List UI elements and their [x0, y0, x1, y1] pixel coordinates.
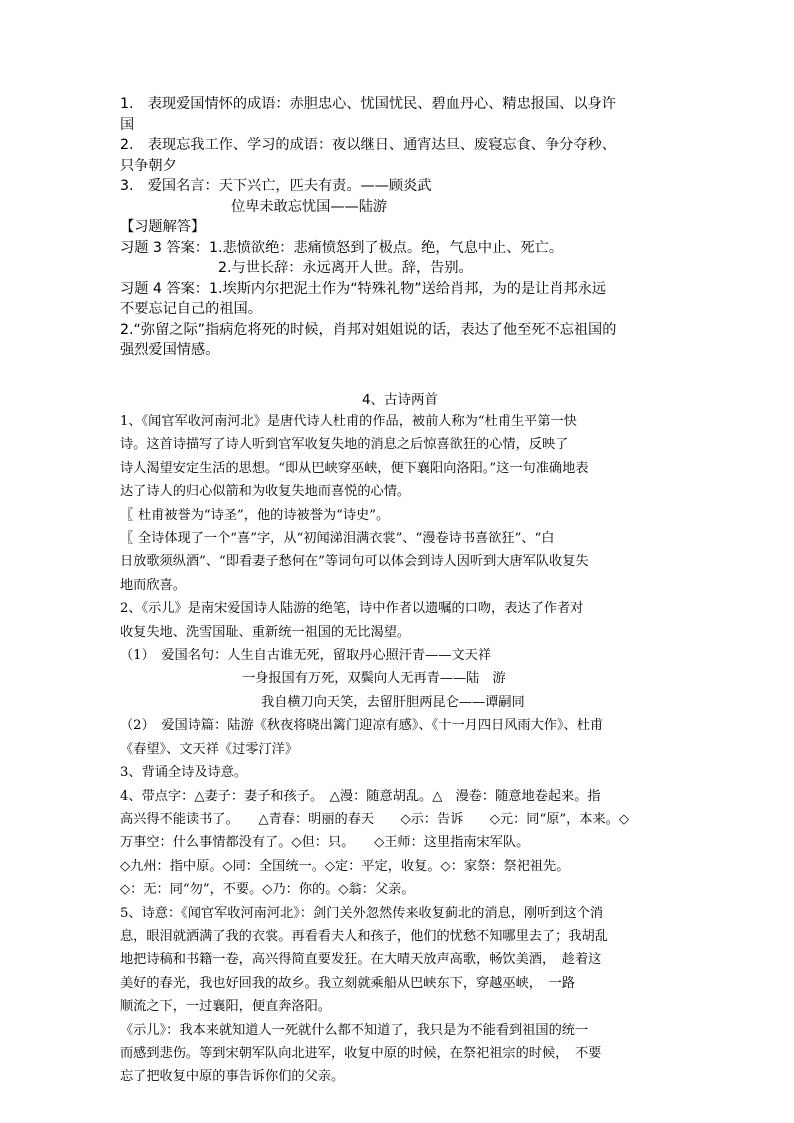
text-line: 《示儿》：我本来就知道人一死就什么都不知道了，我只是为不能看到祖国的统一	[120, 1022, 589, 1038]
bullet-line	[120, 504, 680, 527]
text-line: 《春望》、文天祥《过零汀洋》	[120, 741, 299, 757]
text-line: 位卑未敢忘忧国——陆游	[231, 198, 388, 215]
text-line: 忘了把收复中原的事告诉你们的父亲。	[120, 1069, 345, 1085]
bullet-icon: 〖	[120, 507, 134, 523]
text-line: 2、《示儿》是南宋爱国诗人陆游的绝笔，诗中作者以遗嘱的口吻，表达了作者对	[120, 601, 584, 617]
text-line: 不要忘记自己的祖国。	[120, 301, 262, 317]
text-line: 习题 4 答案：1.埃斯内尔把泥土作为“特殊礼物”送给肖邦，为的是让肖邦永远	[120, 280, 607, 297]
text-line: 收复失地、洗雪国耻、重新统一祖国的无比渴望。	[120, 624, 411, 640]
text-line: 习题 3 答案：1.悲愤欲绝：悲痛愤怒到了极点。绝，气息中止、死亡。	[120, 239, 564, 256]
exercise-heading: 【习题解答】	[120, 219, 206, 235]
section-title: 4、古诗两首	[361, 392, 439, 408]
bullet-line	[120, 527, 680, 550]
text-line: 诗。这首诗描写了诗人听到官军收复失地的消息之后惊喜欲狂的心情，反映了	[120, 437, 569, 453]
text-line: 5、诗意：《闻官军收河南河北》：剑门关外忽然传来收复蓟北的消息，刚听到这个消	[120, 905, 604, 921]
text-line: 美好的春光，我也好回我的故乡。我立刻就乘船从巴峡东下，穿越巫峡， 一路	[120, 975, 575, 991]
text-span: 杜甫被誉为“诗圣”，他的诗被誉为“诗史”。	[138, 507, 390, 523]
text-span: 全诗体现了一个“喜”字，从“初闻涕泪满衣裳”、“漫卷诗书喜欲狂”、“白	[138, 531, 555, 547]
text-line: 地把诗稿和书籍一卷，高兴得简直要发狂。在大晴天放声高歌，畅饮美酒， 趁着这	[120, 952, 602, 968]
text-line: 地而欣喜。	[120, 577, 186, 593]
text-line: 日放歌须纵酒”、“即看妻子愁何在”等词句可以体会到诗人因听到大唐军队收复失	[120, 554, 589, 570]
idioms-section	[120, 94, 680, 361]
text-line: 3、背诵全诗及诗意。	[120, 765, 248, 781]
text-line: 一身报国有万死，双鬓向人无再青——陆 游	[242, 671, 506, 687]
poems-section	[120, 410, 680, 1089]
text-line: （1） 爱国名句：人生自古谁无死，留取丹心照汗青——文天祥	[120, 648, 492, 664]
text-line: 达了诗人的归心似箭和为收复失地而喜悦的心情。	[120, 484, 411, 500]
text-line: 万事空：什么事情都没有了。◇但：只。 ◇王师：这里指南宋军队。	[120, 835, 530, 851]
text-line: ◇九州：指中原。◇同：全国统一。◇定：平定，收复。◇：家祭：祭祀祖先。	[120, 858, 570, 874]
text-line: 我自横刀向天笑，去留肝胆两昆仑——谭嗣同	[261, 694, 525, 710]
text-line: 高兴得不能读书了。 △青春：明丽的春天 ◇示：告诉 ◇元：同“原”，本来。◇	[120, 811, 630, 827]
text-line: （2） 爱国诗篇：陆游《秋夜将晓出篱门迎凉有感》、《十一月四日风雨大作》、杜甫	[120, 718, 604, 734]
text-line: 国	[120, 116, 135, 133]
text-line: 息，眼泪就洒满了我的衣裳。再看看夫人和孩子，他们的忧愁不知哪里去了；我胡乱	[120, 928, 608, 944]
text-line: 2.“弥留之际”指病危将死的时候，肖邦对姐姐说的话，表达了他至死不忘祖国的	[120, 321, 617, 338]
text-line: ◇：无：同“勿”，不要。◇乃：你的。◇翁：父亲。	[120, 882, 415, 898]
text-line: 4、带点字：△妻子：妻子和孩子。 △漫：随意胡乱。△ 漫卷：随意地卷起来。指	[120, 788, 601, 804]
text-line: 2.与世长辞：永远离开人世。辞，告别。	[218, 260, 473, 276]
text-line: 1、《闻官军收河南河北》是唐代诗人杜甫的作品，被前人称为“杜甫生平第一快	[120, 414, 577, 429]
text-line: 2. 表现忘我工作、学习的成语：夜以继日、通宵达旦、废寝忘食、争分夺秒、	[120, 137, 616, 153]
text-line: 而感到悲伤。等到宋朝军队向北进军，收复中原的时候，在祭祀祖宗的时候， 不要	[120, 1045, 602, 1061]
text-line: 强烈爱国情感。	[120, 342, 220, 358]
text-line: 只争朝夕	[120, 157, 177, 174]
text-line: 3. 爱国名言：天下兴亡，匹夫有责。——顾炎武	[120, 178, 432, 194]
text-line: 1. 表现爱国情怀的成语：赤胆忠心、忧国忧民、碧血丹心、精忠报国、以身许	[120, 96, 616, 112]
text-line: 诗人渴望安定生活的思想。“即从巴峡穿巫峡，便下襄阳向洛阳。”这一句准确地表	[120, 460, 589, 476]
bullet-icon: 〖	[120, 531, 134, 547]
text-line: 顺流之下，一过襄阳，便直奔洛阳。	[120, 999, 331, 1015]
